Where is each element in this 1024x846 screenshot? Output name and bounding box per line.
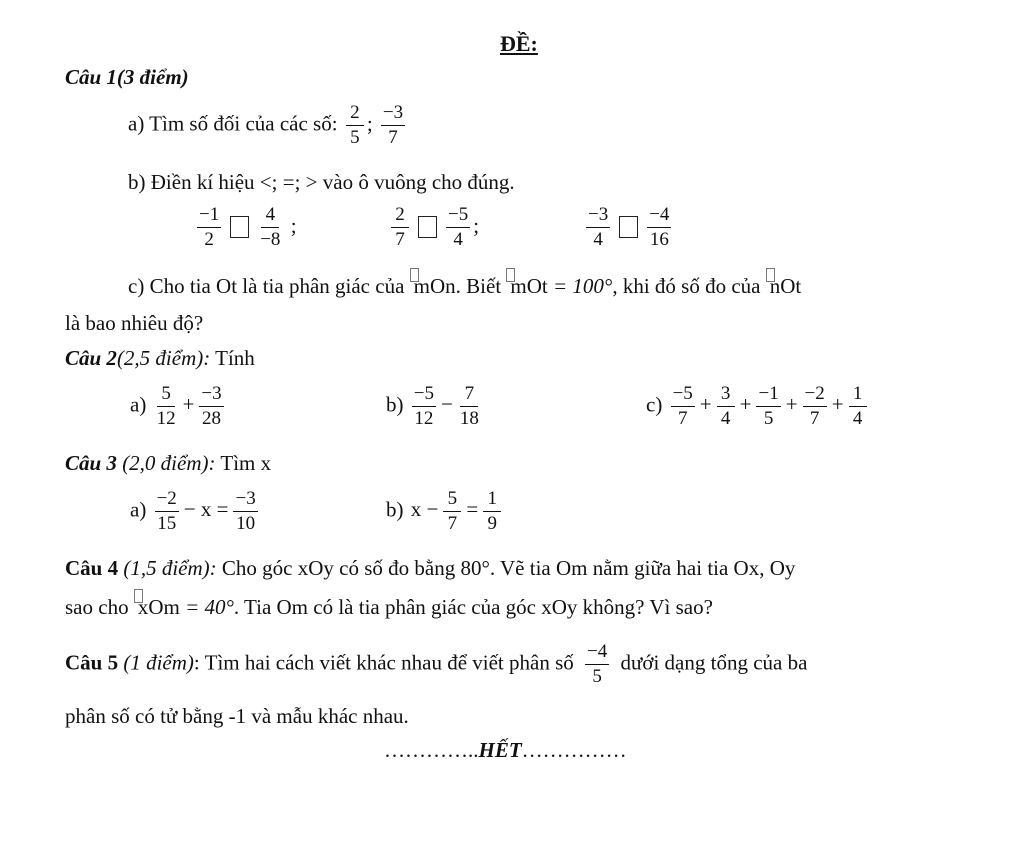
q4-line1: Câu 4 (1,5 điểm): Cho góc xOy có số đo bằng 80°. Vẽ tia Om nằm giữa hai tia Ox, Oy: [65, 556, 796, 580]
q1a-fraction-1: $\frac{2}{5}$: [346, 103, 364, 148]
angle-hat-icon: [506, 268, 515, 282]
q2c: c) $\frac{-5}{7}$ + $\frac{3}{4}$ + $\frac{-1}{5}$ + $\frac{-2}{7}$ + $\frac{1}{4}$: [646, 384, 870, 429]
angle-hat-icon: [134, 589, 143, 603]
q3b: b) x − $\frac{5}{7}$ = $\frac{1}{9}$: [386, 489, 504, 534]
end-marker: …………..HẾT……………: [384, 738, 627, 762]
q2a: a) $\frac{5}{12}$ + $\frac{-3}{28}$: [130, 383, 222, 429]
q3a: a) $\frac{-2}{15}$ − x = $\frac{-3}{10}$: [130, 488, 256, 534]
q5-line1: Câu 5 (1 điểm): Tìm hai cách viết khác nhau để viết phân số $\frac{-4}{5}$ dưới dạng tổng của ba: [65, 641, 808, 687]
angle-hat-icon: [766, 268, 775, 282]
answer-box[interactable]: [230, 216, 249, 238]
q3-heading: Câu 3 (2,0 điểm): Tìm x: [65, 451, 272, 475]
q2-heading: Câu 2(2,5 điểm): Tính: [65, 346, 255, 370]
answer-box[interactable]: [619, 216, 638, 238]
q2b: b) $\frac{-5}{12}$ − $\frac{7}{18}$: [386, 383, 479, 429]
q1a-line: [128, 103, 408, 148]
q4-line2: sao cho xOm = 40°. Tia Om có là tia phân giác của góc xOy không? Vì sao?: [65, 597, 713, 618]
q1b-pair-1: $\frac{-1}{2}$ $\frac{4}{-8}$ ;: [199, 204, 297, 250]
angle-hat-icon: [410, 268, 419, 282]
q1c-line: c) Cho tia Ot là tia phân giác của mOn. Biết mOt = 100°, khi đó số đo của nOt: [128, 276, 801, 297]
q1c-line2: là bao nhiêu độ?: [65, 311, 204, 335]
q1b-label: b) Điền kí hiệu <; =; > vào ô vuông cho đúng.: [128, 170, 515, 194]
q1a-label: a) Tìm số đối của các số:: [128, 111, 338, 136]
q1b-pair-2: $\frac{2}{7}$ $\frac{-5}{4}$ ;: [388, 205, 479, 250]
page-title: ĐỀ:: [500, 31, 538, 56]
q1-heading: Câu 1(3 điểm): [65, 65, 189, 89]
q1a-fraction-2: $\frac{-3}{7}$: [382, 102, 404, 148]
q5-line2: phân số có tử bằng -1 và mẫu khác nhau.: [65, 704, 409, 728]
q1b-pair-3: $\frac{-3}{4}$ $\frac{-4}{16}$: [588, 204, 670, 250]
q1a-sep: ;: [366, 111, 373, 136]
answer-box[interactable]: [418, 216, 437, 238]
